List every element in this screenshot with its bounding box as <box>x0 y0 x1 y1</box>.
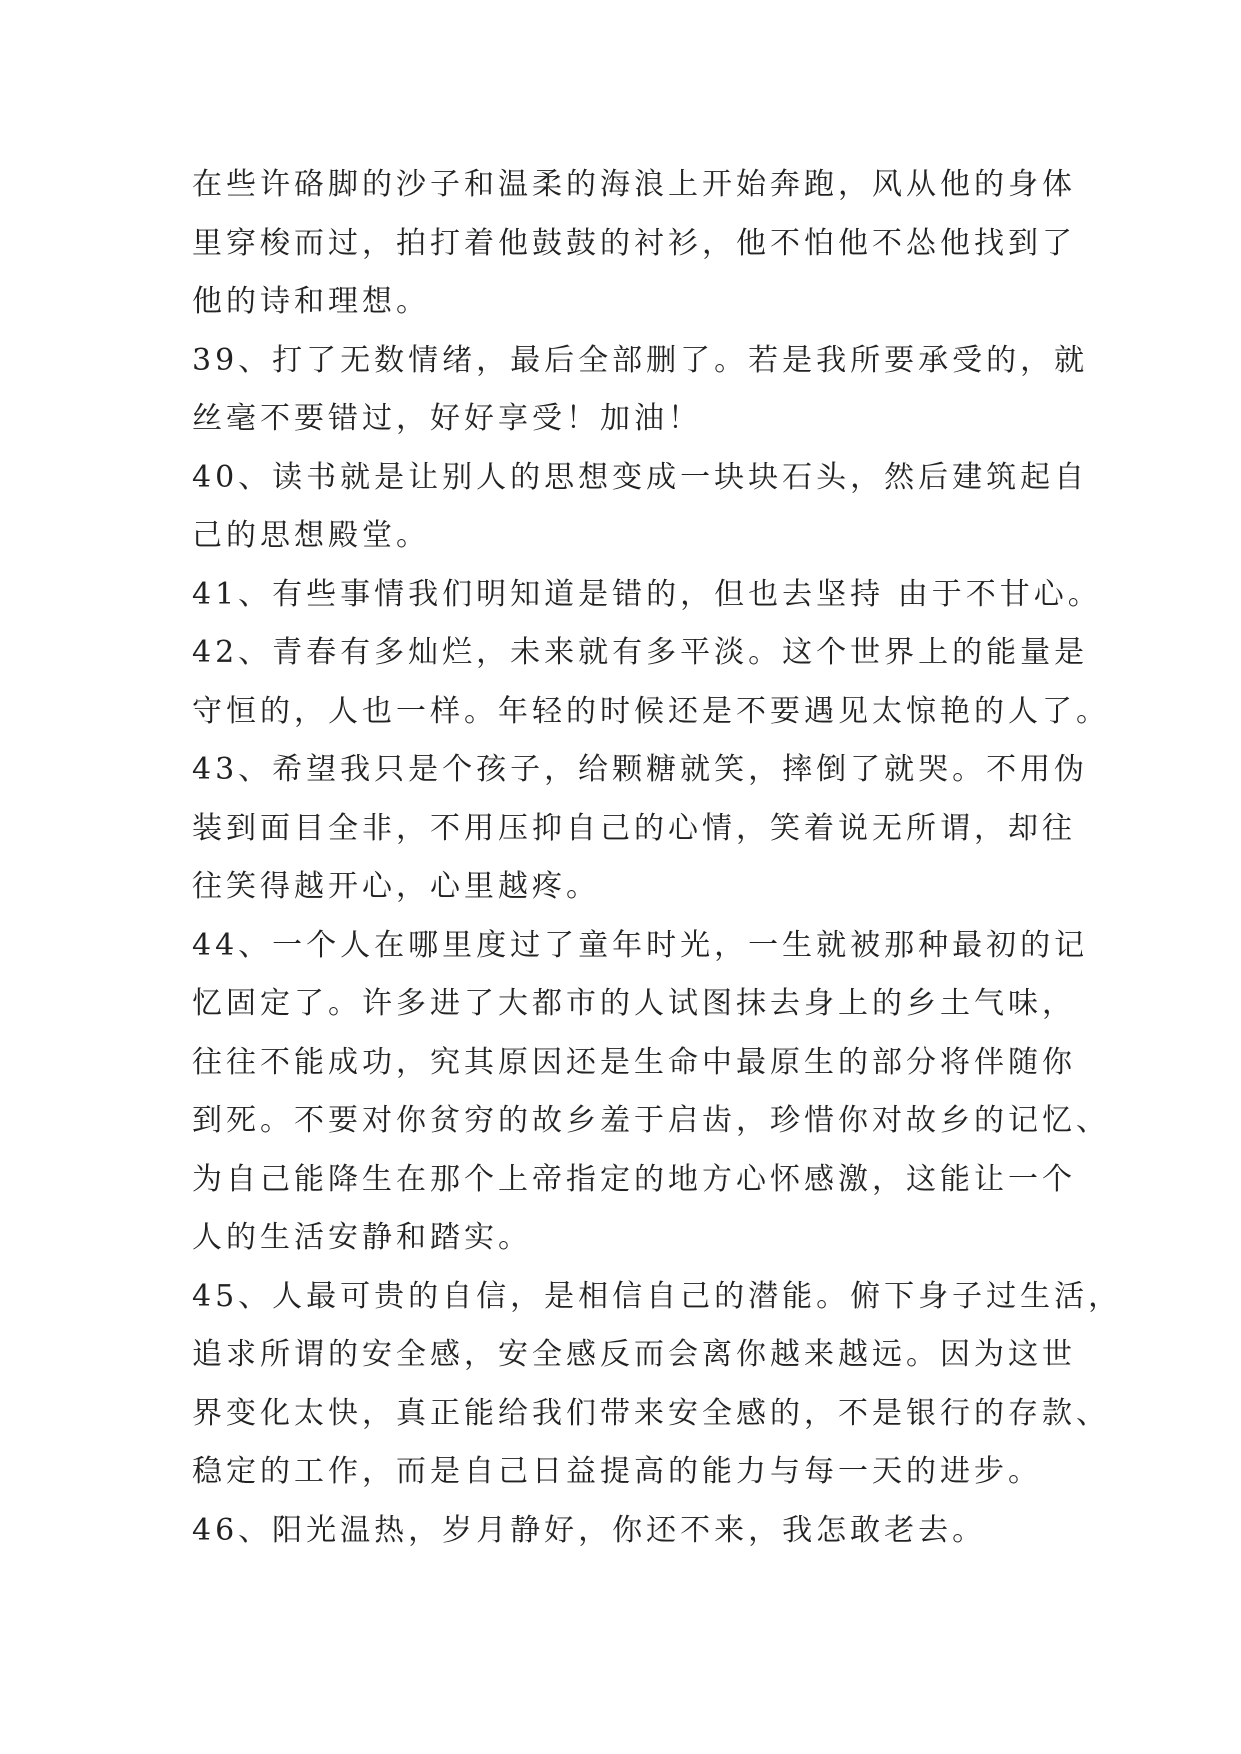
text-line: 己的思想殿堂。 <box>192 518 430 553</box>
text-line: 丝毫不要错过，好好享受！加油！ <box>192 401 702 436</box>
text-line: 在些许硌脚的沙子和温柔的海浪上开始奔跑，风从他的身体 <box>192 167 1076 202</box>
text-line: 忆固定了。许多进了大都市的人试图抹去身上的乡土气味， <box>192 986 1076 1021</box>
text-line: 他的诗和理想。 <box>192 284 430 319</box>
text-line: 40、读书就是让别人的思想变成一块块石头，然后建筑起自 <box>192 459 1089 495</box>
text-line: 46、阳光温热，岁月静好，你还不来，我怎敢老去。 <box>192 1512 987 1548</box>
text-line: 41、有些事情我们明知道是错的，但也去坚持 由于不甘心。 <box>192 576 1102 612</box>
text-line: 稳定的工作，而是自己日益提高的能力与每一天的进步。 <box>192 1454 1042 1489</box>
text-line: 45、人最可贵的自信，是相信自己的潜能。俯下身子过生活， <box>192 1278 1123 1314</box>
text-line: 人的生活安静和踏实。 <box>192 1220 532 1255</box>
text-line: 里穿梭而过，拍打着他鼓鼓的衬衫，他不怕他不怂他找到了 <box>192 225 1076 261</box>
text-line: 往往不能成功，究其原因还是生命中最原生的部分将伴随你 <box>192 1044 1076 1080</box>
document-body <box>192 156 1123 1560</box>
text-line: 为自己能降生在那个上帝指定的地方心怀感激，这能让一个 <box>192 1161 1076 1197</box>
text-line: 装到面目全非，不用压抑自己的心情，笑着说无所谓，却往 <box>192 810 1076 846</box>
text-line: 往笑得越开心，心里越疼。 <box>192 869 600 904</box>
text-line: 39、打了无数情绪，最后全部删了。若是我所要承受的，就 <box>192 342 1089 378</box>
text-line: 到死。不要对你贫穷的故乡羞于启齿，珍惜你对故乡的记忆、 <box>192 1103 1110 1138</box>
text-line: 追求所谓的安全感，安全感反而会离你越来越远。因为这世 <box>192 1337 1076 1372</box>
text-line: 42、青春有多灿烂，未来就有多平淡。这个世界上的能量是 <box>192 635 1089 670</box>
text-line: 43、希望我只是个孩子，给颗糖就笑，摔倒了就哭。不用伪 <box>192 752 1089 787</box>
text-line: 44、一个人在哪里度过了童年时光，一生就被那种最初的记 <box>192 927 1089 963</box>
text-line: 界变化太快，真正能给我们带来安全感的，不是银行的存款、 <box>192 1395 1110 1431</box>
text-line: 守恒的，人也一样。年轻的时候还是不要遇见太惊艳的人了。 <box>192 693 1110 729</box>
